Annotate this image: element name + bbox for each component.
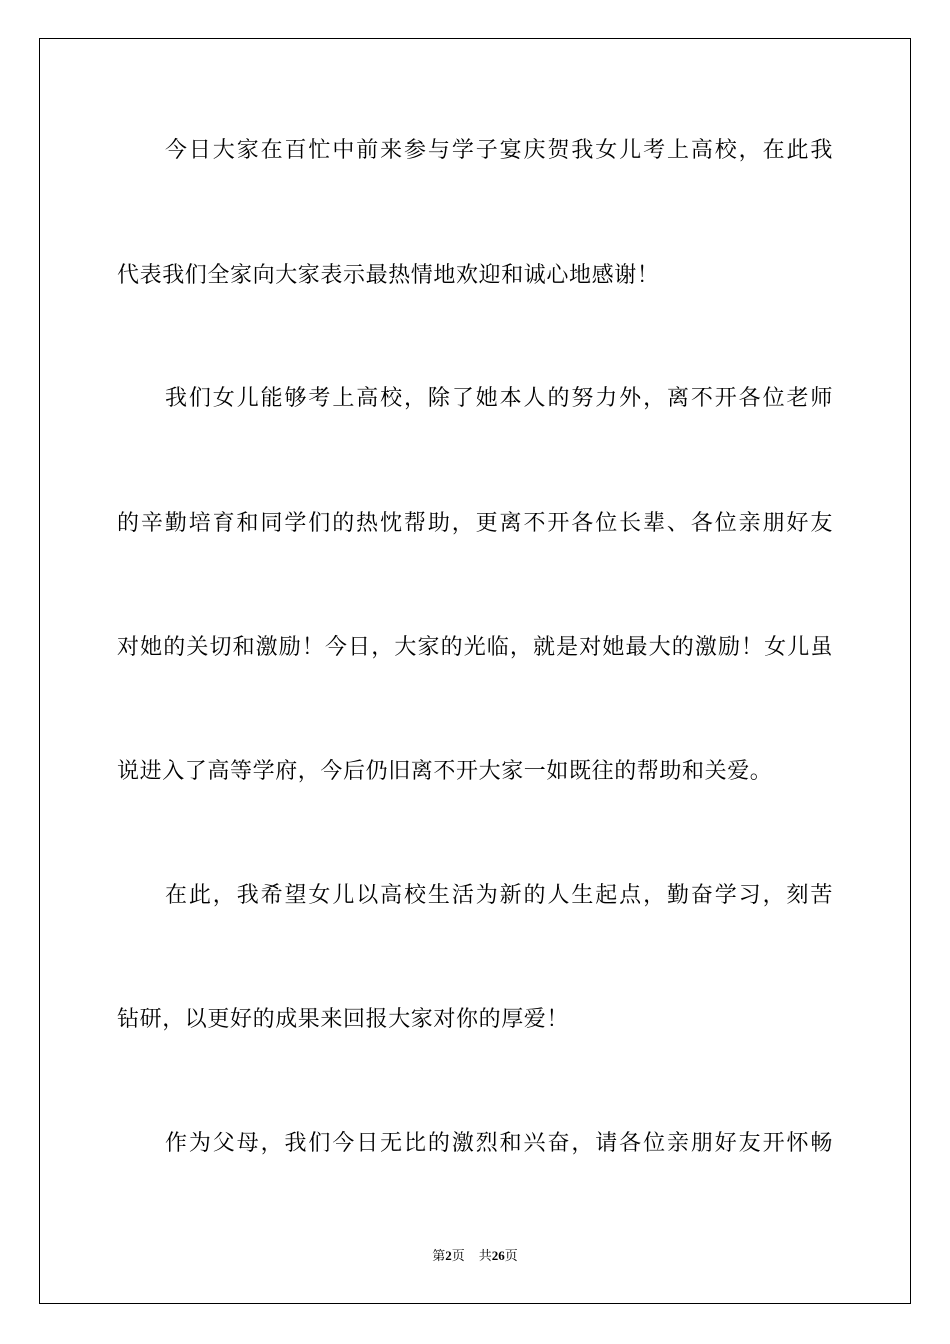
text-line-4: 的辛勤培育和同学们的热忱帮助，更离不开各位长辈、各位亲朋好友 — [117, 511, 833, 536]
text-line-6: 说进入了高等学府，今后仍旧离不开大家一如既往的帮助和关爱。 — [117, 759, 773, 784]
text-line-3: 我们女儿能够考上高校，除了她本人的努力外，离不开各位老师 — [165, 386, 833, 411]
total-prefix: 共 — [478, 1248, 492, 1263]
text-line-9: 作为父母，我们今日无比的激烈和兴奋，请各位亲朋好友开怀畅 — [165, 1131, 833, 1156]
text-line-2: 代表我们全家向大家表示最热情地欢迎和诚心地感谢！ — [117, 263, 660, 288]
total-suffix: 页 — [504, 1248, 518, 1263]
text-line-8: 钻研，以更好的成果来回报大家对你的厚爱！ — [117, 1007, 570, 1032]
page-number: 2 — [445, 1248, 452, 1263]
page-prefix: 第 — [432, 1248, 446, 1263]
page-border — [39, 38, 911, 1304]
page-footer — [0, 1247, 950, 1265]
text-line-7: 在此，我希望女儿以高校生活为新的人生起点，勤奋学习，刻苦 — [165, 883, 833, 908]
text-line-5: 对她的关切和激励！今日，大家的光临，就是对她最大的激励！女儿虽 — [117, 635, 833, 660]
page-suffix: 页 — [451, 1248, 465, 1263]
text-line-1: 今日大家在百忙中前来参与学子宴庆贺我女儿考上高校，在此我 — [165, 138, 833, 163]
total-pages: 26 — [491, 1248, 505, 1263]
